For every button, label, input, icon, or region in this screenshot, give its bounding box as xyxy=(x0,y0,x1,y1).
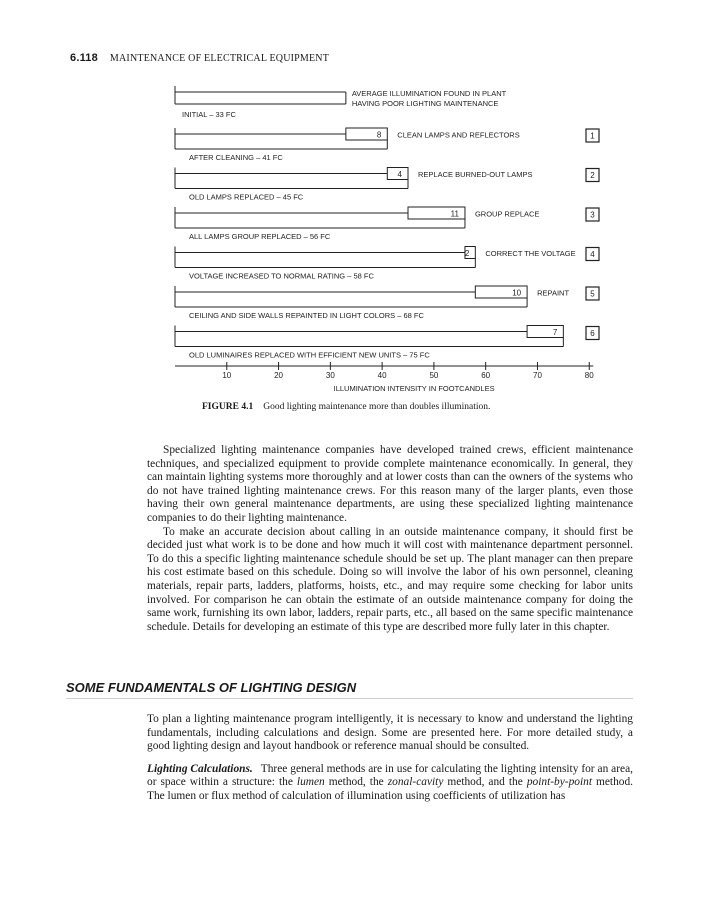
figure-caption xyxy=(202,402,490,412)
x-axis-tick-label: 10 xyxy=(222,371,232,380)
section-heading: SOME FUNDAMENTALS OF LIGHTING DESIGN xyxy=(66,680,633,699)
baseline-result-label: INITIAL – 33 FC xyxy=(182,110,236,119)
text-segment: Three general methods are in use for calculating the lighting intensity for an area, or space within a structure: the xyxy=(147,762,633,789)
step-action-label: CORRECT THE VOLTAGE xyxy=(485,249,576,258)
step-gain-value: 11 xyxy=(450,209,459,219)
step-action-label: REPLACE BURNED-OUT LAMPS xyxy=(418,170,533,179)
figure-caption-label: FIGURE 4.1 xyxy=(202,402,254,412)
step-number: 3 xyxy=(590,210,595,220)
figure-caption-text: Good lighting maintenance more than doubles illumination. xyxy=(263,402,491,412)
baseline-annotation-line-2: HAVING POOR LIGHTING MAINTENANCE xyxy=(351,99,499,108)
method-lumen: lumen xyxy=(296,776,325,789)
text-segment: method, and the xyxy=(447,776,523,789)
x-axis-tick-label: 40 xyxy=(377,371,387,380)
step-number: 2 xyxy=(590,171,595,180)
step-number: 6 xyxy=(590,329,595,338)
runin-heading: Lighting Calculations. xyxy=(147,762,253,775)
step-result-label: VOLTAGE INCREASED TO NORMAL RATING – 58 FC xyxy=(189,271,374,281)
body-text-top xyxy=(147,444,633,634)
step-gain-value: 2 xyxy=(464,249,470,258)
paragraph-lighting-calculations xyxy=(147,763,633,804)
baseline-annotation-line-1: AVERAGE ILLUMINATION FOUND IN PLANT xyxy=(351,89,507,98)
x-axis-tick-label: 80 xyxy=(584,371,594,380)
text-segment: method. The lumen or flux method of calculation of illumination using coefficients of utilization has xyxy=(147,776,634,802)
x-axis-tick-label: 70 xyxy=(533,371,542,380)
step-action-label: GROUP REPLACE xyxy=(474,209,540,219)
step-result-label: CEILING AND SIDE WALLS REPAINTED IN LIGHT COLORS – 68 FC xyxy=(189,311,424,320)
x-axis-tick-label: 50 xyxy=(429,371,439,380)
method-point-by-point: point-by-point xyxy=(526,776,592,789)
page-number: 6.118 xyxy=(70,52,98,64)
step-action-label: REPAINT xyxy=(537,288,570,298)
step-result-label: OLD LAMPS REPLACED – 45 FC xyxy=(189,192,304,202)
paragraph-outside-company-decision: To make an accurate decision about calling in an outside maintenance company, it should first be decided just what work is to be done and how much it will cost with maintenance department personnel. To do this a specific lighting maintenance schedule should be set up. The plant manager can then prepare his cost estimate based on this schedule. Doing so will involve the labor of his own personnel, cleaning materials, repair parts, ladders, platforms, hoists, etc., and may require some checking for labor units involved. For comparison he can obtain the estimate of an outside maintenance company for doing the same work, furnishing its own labor, ladders, repair parts, etc., all based on the same specific maintenance schedule. Details for developing an estimate of this type are described more fully later in this chapter. xyxy=(147,525,633,633)
paragraph-section-intro: To plan a lighting maintenance program intelligently, it is necessary to know and understand the lighting fundamentals, including calculations and design. Some are presented here. For more detailed study, a good lighting design and layout handbook or reference manual should be consulted. xyxy=(147,713,633,753)
x-axis-title: ILLUMINATION INTENSITY IN FOOTCANDLES xyxy=(333,384,495,393)
method-zonal-cavity: zonal-cavity xyxy=(387,776,444,789)
step-result-label: ALL LAMPS GROUP REPLACED – 56 FC xyxy=(189,232,331,241)
step-number: 1 xyxy=(590,131,595,141)
step-gain-bar xyxy=(527,326,563,338)
running-title: MAINTENANCE OF ELECTRICAL EQUIPMENT xyxy=(109,53,330,64)
step-result-label: OLD LUMINAIRES REPLACED WITH EFFICIENT NEW UNITS – 75 FC xyxy=(189,350,430,360)
step-gain-value: 4 xyxy=(397,170,403,179)
x-axis-tick-label: 30 xyxy=(325,371,335,380)
body-text-section xyxy=(147,713,633,804)
step-gain-value: 7 xyxy=(552,328,558,337)
text-segment: method, the xyxy=(328,776,384,789)
step-gain-value: 8 xyxy=(376,130,382,140)
step-action-label: CLEAN LAMPS AND REFLECTORS xyxy=(397,130,520,140)
step-number: 4 xyxy=(590,250,595,259)
x-axis-tick-label: 20 xyxy=(274,371,284,380)
step-number: 5 xyxy=(590,289,595,299)
step-gain-value: 10 xyxy=(512,288,522,298)
paragraph-maintenance-companies: Specialized lighting maintenance companies have developed trained crews, efficient maintenance techniques, and specialized equipment to provide complete maintenance economically. In general, they can maintain lighting systems more thoroughly and at lower costs than can the owners of the systems who do not have trained lighting maintenance crews. For this reason many of the larger plants, even those having their own general maintenance departments, are using these specialized lighting maintenance companies to do their lighting maintenance. xyxy=(147,444,633,524)
step-result-label: AFTER CLEANING – 41 FC xyxy=(189,153,283,162)
x-axis-tick-label: 60 xyxy=(481,371,491,380)
illumination-bar-chart xyxy=(0,0,718,400)
